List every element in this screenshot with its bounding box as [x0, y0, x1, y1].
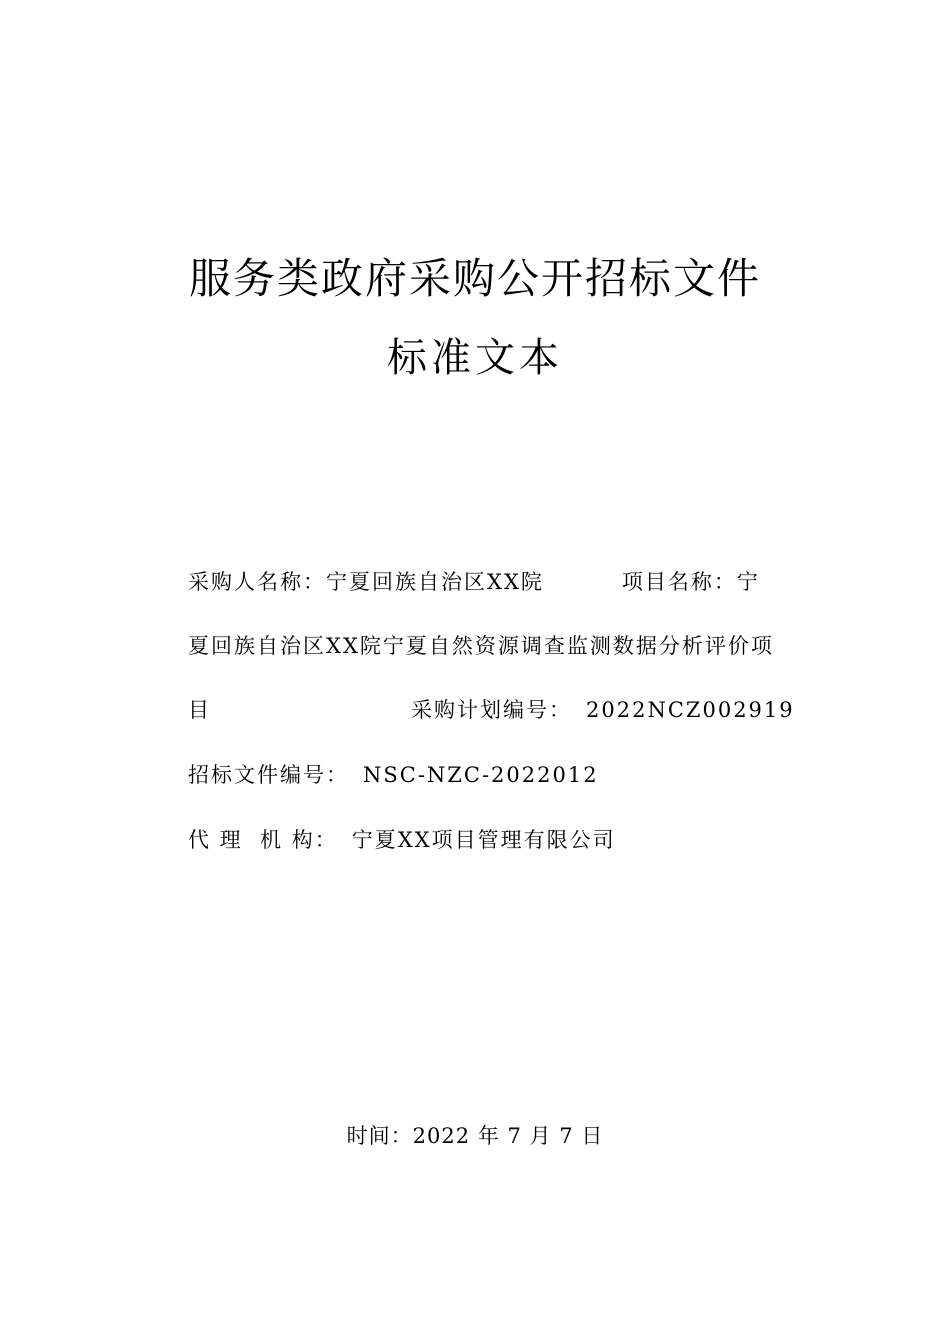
date-year: 2022	[412, 1124, 471, 1148]
bid-document-number-label: 招标文件编号：	[188, 763, 349, 787]
project-label: 项目名称：	[621, 570, 737, 594]
agency-value: 宁夏XX项目管理有限公司	[351, 828, 616, 852]
date-label: 时间：	[346, 1124, 413, 1148]
plan-number-label: 采购计划编号：	[411, 698, 572, 722]
purchaser-label: 采购人名称：	[188, 570, 326, 594]
purchaser-value: 宁夏回族自治区XX院	[326, 570, 544, 594]
date-month-unit: 月	[529, 1124, 552, 1148]
document-subtitle: 标准文本	[387, 335, 563, 381]
bid-document-number-value: NSC-NZC-2022012	[363, 763, 599, 787]
project-value-end: 目	[188, 698, 211, 722]
agency-label: 代 理 机 构：	[188, 828, 338, 852]
date-year-unit: 年	[477, 1124, 500, 1148]
date-month: 7	[507, 1124, 522, 1148]
date-day-unit: 日	[581, 1124, 604, 1148]
info-line-plan-number	[188, 694, 808, 724]
info-line-agency	[188, 824, 808, 854]
plan-number-value: 2022NCZ002919	[586, 698, 795, 722]
info-line-project	[188, 630, 808, 660]
date-day: 7	[559, 1124, 574, 1148]
document-date	[0, 1120, 950, 1150]
info-line-bid-document-number	[188, 759, 808, 789]
project-value-middle: 夏回族自治区XX院宁夏自然资源调查监测数据分析评价项	[188, 634, 774, 658]
info-line-purchaser	[188, 566, 808, 596]
project-value-start: 宁	[736, 570, 760, 594]
document-title: 服务类政府采购公开招标文件	[188, 254, 761, 303]
